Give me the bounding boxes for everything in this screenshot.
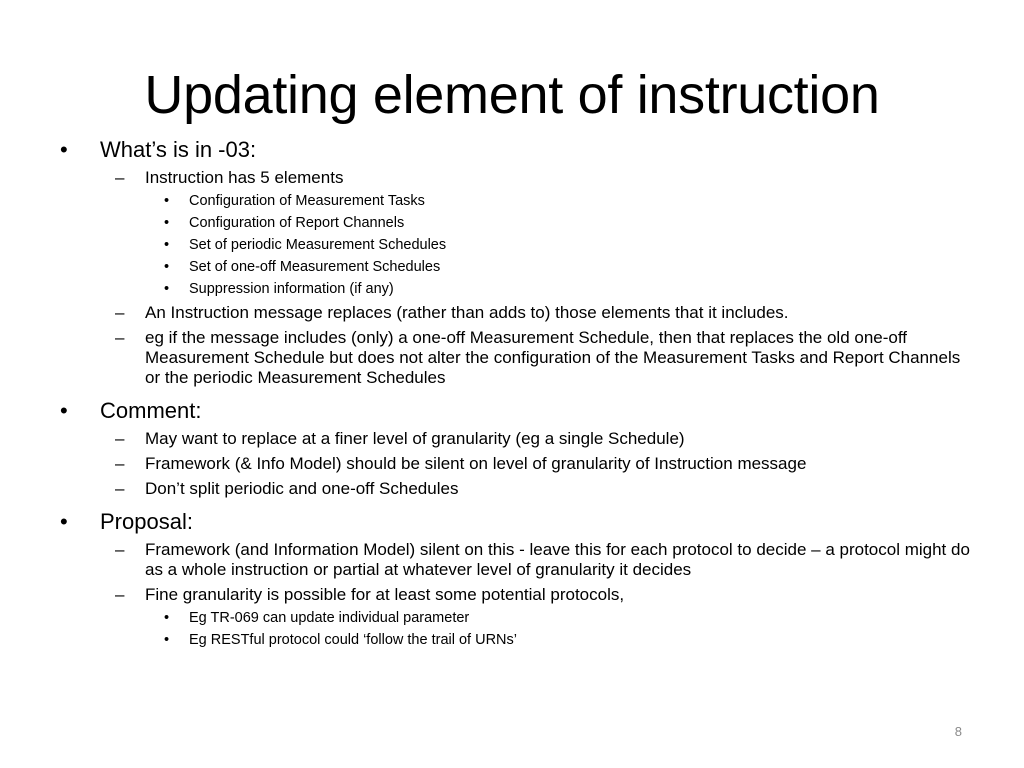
- bullet-marker: •: [164, 192, 170, 209]
- slide-body: [57, 136, 977, 649]
- example-text: Eg TR-069 can update individual parameter: [189, 609, 470, 626]
- element-item: [57, 193, 977, 211]
- sub-bullet-text: eg if the message includes (only) a one-off Measurement Schedule, then that replaces the old one-off Measurement Schedule but does not alter the configuration of the Measurement Tasks and Report Channels or the periodic Measurement Schedules: [145, 328, 961, 387]
- bullet-marker: •: [60, 398, 68, 423]
- bullet-marker: •: [164, 631, 170, 648]
- sub-bullet-instruction-elements: [57, 168, 977, 188]
- dash-marker: –: [115, 454, 125, 473]
- bullet-text: What’s is in -03:: [100, 137, 257, 162]
- dash-marker: –: [115, 540, 125, 559]
- sub-bullet-framework-silent: [57, 454, 977, 474]
- bullet-marker: •: [164, 214, 170, 231]
- element-text: Set of periodic Measurement Schedules: [189, 236, 447, 253]
- bullet-comment: [57, 397, 977, 424]
- sub-bullet-text: Framework (& Info Model) should be silent on level of granularity of Instruction message: [145, 454, 807, 473]
- example-text: Eg RESTful protocol could ‘follow the trail of URNs’: [189, 631, 517, 648]
- bullet-proposal: [57, 508, 977, 535]
- dash-marker: –: [115, 328, 125, 347]
- element-text: Configuration of Report Channels: [189, 214, 405, 231]
- dash-marker: –: [115, 429, 125, 448]
- sub-bullet-fine-granularity: [57, 585, 977, 605]
- dash-marker: –: [115, 479, 125, 498]
- bullet-marker: •: [164, 258, 170, 275]
- bullet-marker: •: [164, 236, 170, 253]
- element-text: Suppression information (if any): [189, 280, 394, 297]
- example-item: [57, 632, 977, 650]
- page-number: 8: [954, 724, 962, 739]
- dash-marker: –: [115, 585, 125, 604]
- sub-bullet-text: Instruction has 5 elements: [145, 168, 344, 187]
- bullet-marker: •: [164, 280, 170, 297]
- sub-bullet-text: Framework (and Information Model) silent on this - leave this for each protocol to decide – a protocol might do as a whole instruction or partial at whatever level of granularity it decides: [145, 540, 970, 579]
- bullet-text: Comment:: [100, 398, 202, 423]
- element-item: [57, 237, 977, 255]
- sub-bullet-text: May want to replace at a finer level of granularity (eg a single Schedule): [145, 429, 685, 448]
- sub-bullet-replaces: [57, 303, 977, 323]
- sub-bullet-protocol-decide: [57, 540, 977, 580]
- element-item: [57, 259, 977, 277]
- bullet-text: Proposal:: [100, 509, 193, 534]
- sub-bullet-text: Don’t split periodic and one-off Schedules: [145, 479, 459, 498]
- sub-bullet-dont-split: [57, 479, 977, 499]
- dash-marker: –: [115, 168, 125, 187]
- slide-title: Updating element of instruction: [144, 65, 880, 125]
- element-item: [57, 281, 977, 299]
- element-item: [57, 215, 977, 233]
- sub-bullet-finer-granularity: [57, 429, 977, 449]
- element-text: Configuration of Measurement Tasks: [189, 192, 425, 209]
- sub-bullet-text: An Instruction message replaces (rather than adds to) those elements that it includes.: [145, 303, 789, 322]
- bullet-marker: •: [60, 509, 68, 534]
- sub-bullet-example: [57, 328, 977, 388]
- bullet-marker: •: [60, 137, 68, 162]
- bullet-whats-in-03: [57, 136, 977, 163]
- bullet-marker: •: [164, 609, 170, 626]
- sub-bullet-text: Fine granularity is possible for at least some potential protocols,: [145, 585, 625, 604]
- dash-marker: –: [115, 303, 125, 322]
- example-item: [57, 610, 977, 628]
- element-text: Set of one-off Measurement Schedules: [189, 258, 441, 275]
